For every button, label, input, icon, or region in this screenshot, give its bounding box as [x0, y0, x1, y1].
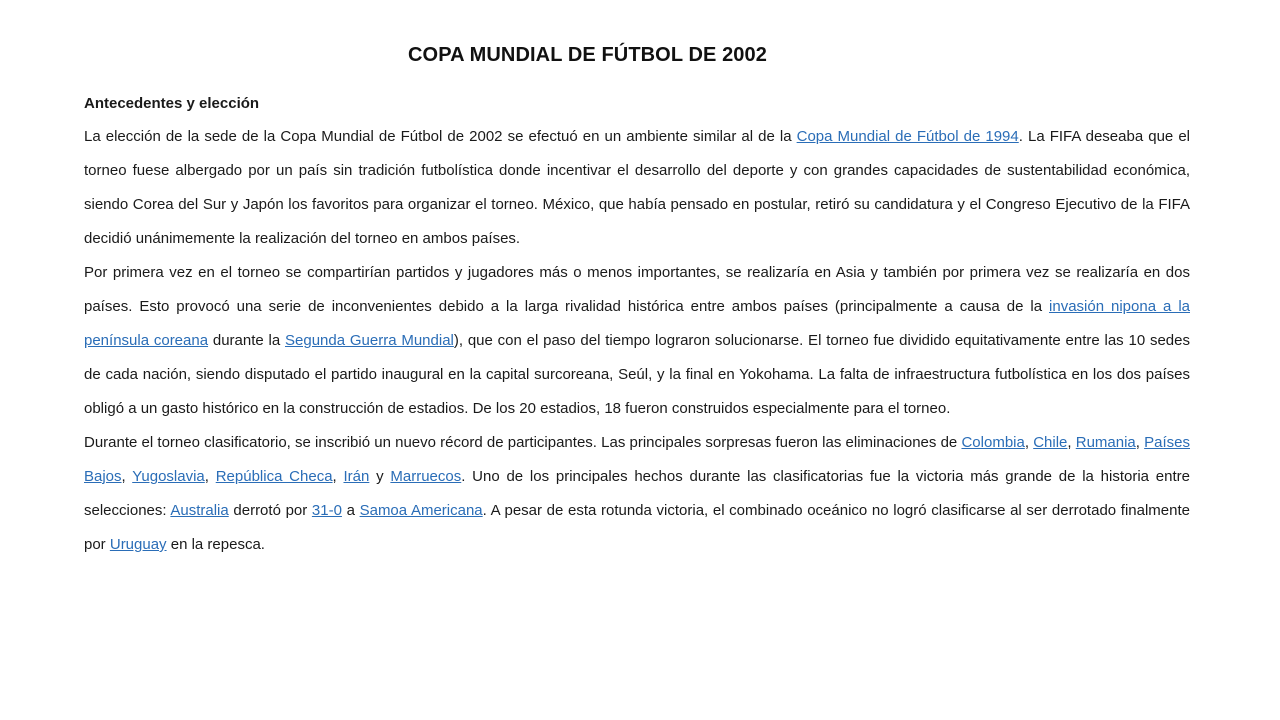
section-heading: Antecedentes y elección: [84, 95, 260, 112]
link-republica-checa[interactable]: República Checa: [215, 468, 333, 485]
link-score-31-0[interactable]: 31-0: [311, 502, 342, 519]
text-run: La elección de la sede de la Copa Mundial de Fútbol de 2002 se efectuó en un ambiente similar al de la: [84, 128, 797, 145]
page-title: COPA MUNDIAL DE FÚTBOL DE 2002: [408, 44, 767, 66]
link-marruecos[interactable]: Marruecos: [390, 468, 462, 485]
text-run: Durante el torneo clasificatorio, se inscribió un nuevo récord de participantes. Las principales sorpresas fueron las eliminaciones de: [84, 434, 962, 451]
link-invasion-nipona[interactable]: invasión nipona a la península coreana: [84, 298, 1190, 349]
link-samoa-americana[interactable]: Samoa Americana: [359, 502, 483, 519]
separator: ,: [1067, 434, 1076, 451]
text-run: . A pesar de esta rotunda victoria, el combinado oceánico no logró clasificarse al ser derrotado finalmente por: [84, 502, 1190, 553]
link-uruguay[interactable]: Uruguay: [109, 536, 167, 553]
link-iran[interactable]: Irán: [343, 468, 370, 485]
separator: ,: [1135, 434, 1145, 451]
link-copa-mundial-1994[interactable]: Copa Mundial de Fútbol de 1994: [796, 128, 1019, 145]
link-colombia[interactable]: Colombia: [961, 434, 1025, 451]
separator: y: [369, 468, 391, 485]
text-run: durante la: [208, 332, 285, 349]
text-run: . La FIFA deseaba que el torneo fuese albergado por un país sin tradición futbolística donde incentivar el desarrollo del deporte y con grandes capacidades de sustentabilidad económica, siendo Corea del Sur y Japón los favoritos para organizar el torneo. México, que había pensado en postular, retiró su candidatura y el Congreso Ejecutivo de la FIFA decidió unánimemente la realización del torneo en ambos países.: [84, 128, 1191, 247]
text-run: Por primera vez en el torneo se compartirían partidos y jugadores más o menos importantes, se realizaría en Asia y también por primera vez se realizaría en dos países. Esto provocó una serie de inconvenientes debido a la larga rivalidad histórica entre ambos países (principalmente a causa de la: [84, 264, 1190, 315]
link-australia[interactable]: Australia: [170, 502, 229, 519]
paragraph-2: [84, 256, 1190, 426]
separator: ,: [121, 468, 133, 485]
separator: ,: [332, 468, 344, 485]
link-chile[interactable]: Chile: [1033, 434, 1068, 451]
text-run: a: [341, 502, 360, 519]
link-paises-bajos[interactable]: Países Bajos: [84, 434, 1190, 485]
paragraph-1: [84, 120, 1190, 256]
link-rumania[interactable]: Rumania: [1075, 434, 1136, 451]
article-body: [84, 88, 1190, 562]
paragraph-3: [84, 426, 1190, 562]
text-run: derrotó por: [228, 502, 312, 519]
text-run: . Uno de los principales hechos durante las clasificatorias fue la victoria más grande de la historia entre selecciones:: [84, 468, 1190, 519]
text-run: ), que con el paso del tiempo lograron solucionarse. El torneo fue dividido equitativamente entre las 10 sedes de cada nación, siendo disputado el partido inaugural en la capital surcoreana, Seúl, y la final en Yokohama. La falta de infraestructura futbolística en los dos países obligó a un gasto histórico en la construcción de estadios. De los 20 estadios, 18 fueron construidos especialmente para el torneo.: [84, 332, 1190, 417]
text-run: en la repesca.: [166, 536, 265, 553]
separator: ,: [1024, 434, 1034, 451]
link-segunda-guerra-mundial[interactable]: Segunda Guerra Mundial: [285, 332, 454, 349]
link-yugoslavia[interactable]: Yugoslavia: [132, 468, 205, 485]
separator: ,: [204, 468, 216, 485]
